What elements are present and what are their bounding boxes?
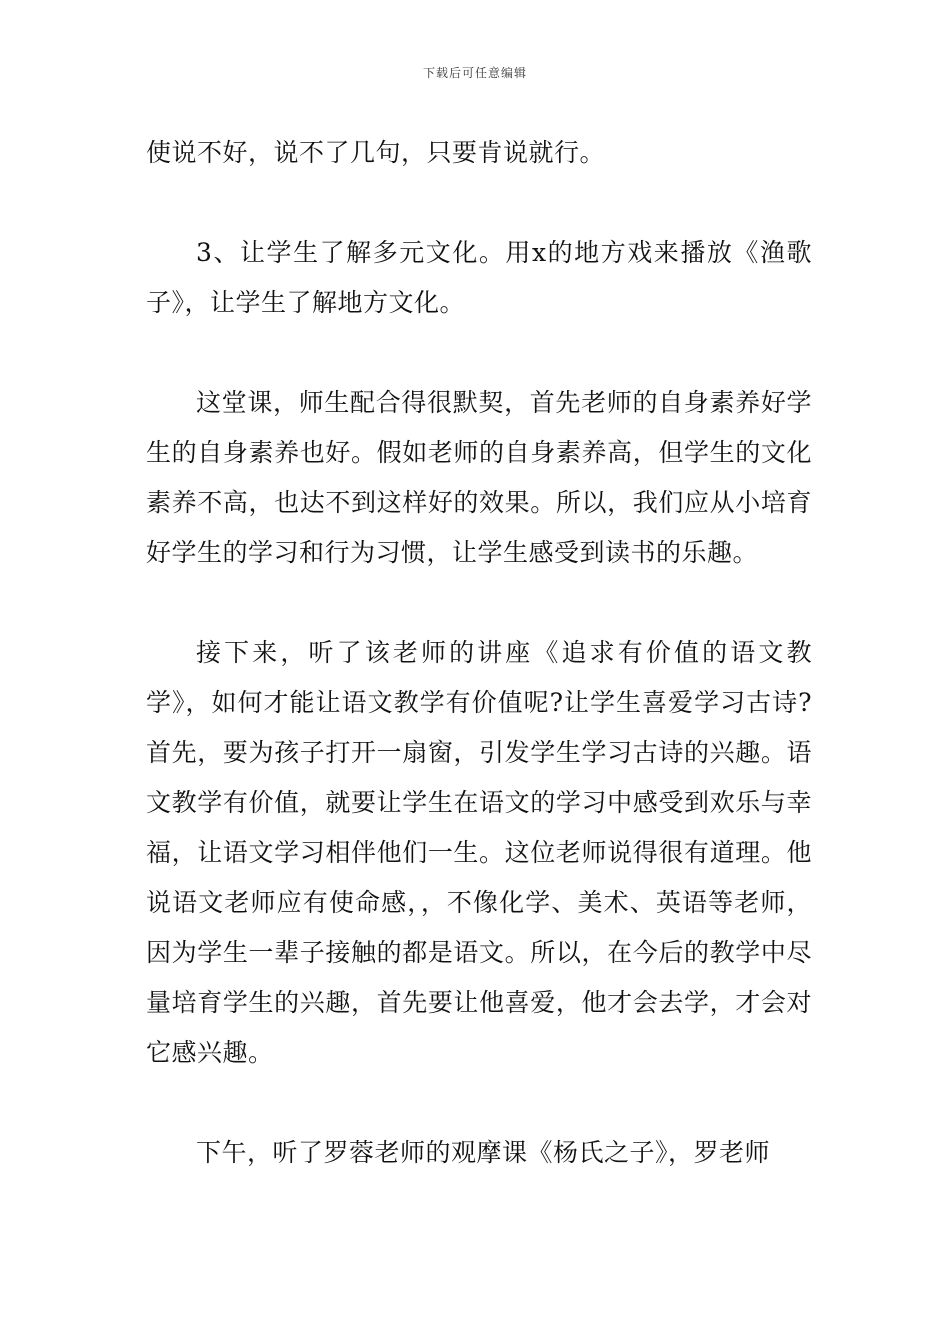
paragraph-lecture-notes: 接下来，听了该老师的讲座《追求有价值的语文教学》，如何才能让语文教学有价值呢?让学生喜爱学习古诗?首先，要为孩子打开一扇窗，引发学生学习古诗的兴趣。语文教学有价值，就要让学生在语文的学习中感受到欢乐与幸福，让语文学习相伴他们一生。这位老师说得很有道理。他说语文老师应有使命感，，不像化学、美术、英语等老师，因为学生一辈子接触的都是语文。所以，在今后的教学中尽量培育学生的兴趣，首先要让他喜爱，他才会去学，才会对它感兴趣。 [146,638,812,1067]
paragraph-continuation: 使说不好，说不了几句，只要肯说就行。 [146,138,606,167]
header-note: 下载后可任意编辑 [422,66,527,80]
document-body [146,128,812,1228]
paragraph-class-reflection: 这堂课，师生配合得很默契，首先老师的自身素养好学生的自身素养也好。假如老师的自身素养高，但学生的文化素养不高，也达不到这样好的效果。所以，我们应从小培育好学生的学习和行为习惯，让学生感受到读书的乐趣。 [146,388,812,567]
paragraph-multicultural: 3、让学生了解多元文化。用x的地方戏来播放《渔歌子》，让学生了解地方文化。 [146,238,812,317]
paragraph-afternoon: 下午，听了罗蓉老师的观摩课《杨氏之子》，罗老师 [196,1138,771,1167]
